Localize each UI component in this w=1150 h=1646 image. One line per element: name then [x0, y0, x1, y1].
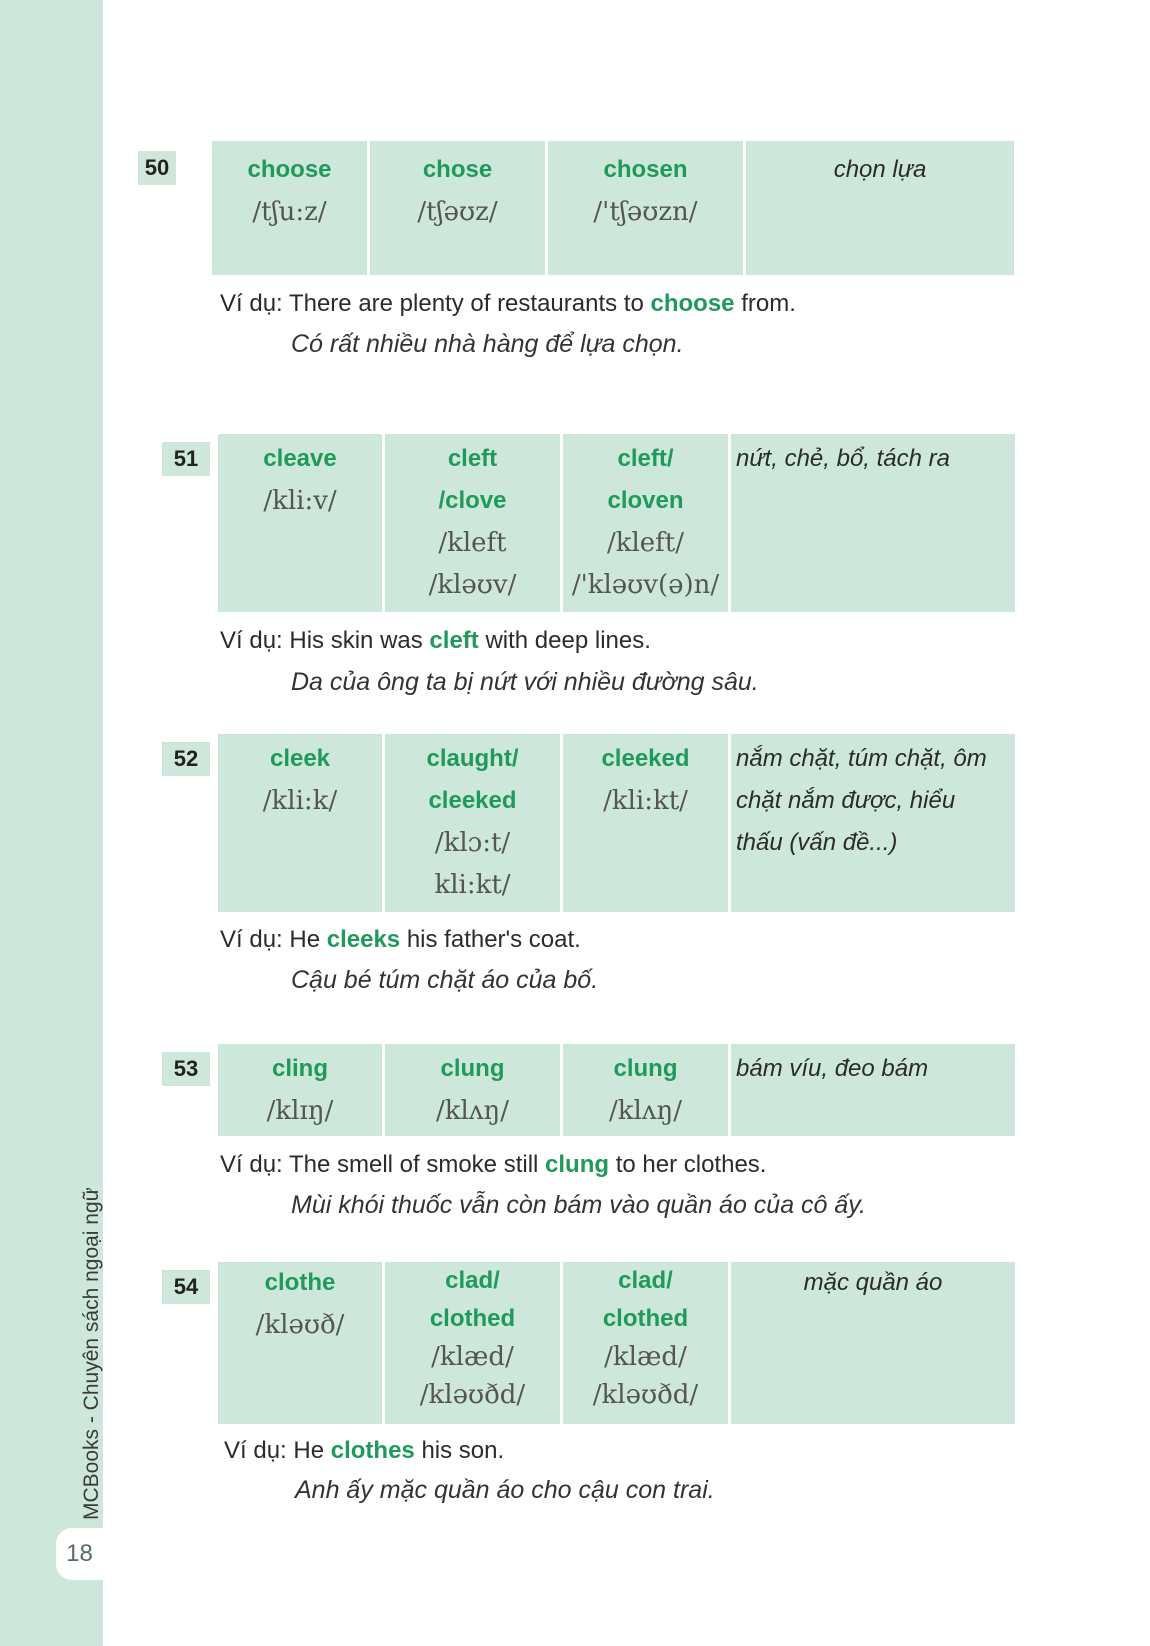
base-ipa: /klɪŋ/ — [266, 1096, 334, 1126]
example-after: with deep lines. — [485, 627, 651, 654]
base-word: cleave — [263, 445, 337, 472]
past-ipa-2: /kləʊðd/ — [419, 1380, 526, 1410]
past-word-1: clad/ — [445, 1267, 500, 1294]
past-word: clung — [440, 1055, 505, 1082]
past-form-cell — [385, 734, 560, 912]
meaning-cell — [731, 734, 1015, 912]
meaning-cell — [746, 141, 1014, 275]
past-word-2: /clove — [438, 487, 507, 514]
example-translation: Có rất nhiều nhà hàng để lựa chọn. — [291, 330, 684, 358]
base-form-cell — [218, 434, 382, 612]
base-word: clothe — [264, 1269, 336, 1296]
meaning-text: mặc quần áo — [803, 1269, 943, 1296]
base-ipa: /tʃu:z/ — [252, 197, 327, 227]
entry-number: 54 — [162, 1270, 210, 1304]
example-translation: Anh ấy mặc quần áo cho cậu con trai. — [295, 1476, 715, 1504]
base-word: cleek — [269, 745, 331, 772]
meaning-text: bám víu, đeo bám — [736, 1055, 929, 1082]
example-before: He — [289, 926, 321, 953]
past-form-cell — [385, 434, 560, 612]
past-ipa-2: /kləʊv/ — [428, 570, 517, 600]
pp-ipa: /kli:kt/ — [603, 786, 688, 816]
past-word-2: clothed — [429, 1305, 516, 1332]
pp-ipa: /'tʃəʊzn/ — [593, 197, 698, 227]
past-ipa: /klʌŋ/ — [435, 1096, 510, 1126]
example-after: his father's coat. — [406, 926, 581, 953]
example-after: to her clothes. — [615, 1151, 767, 1178]
meaning-line-2: chặt nắm được, hiểu — [736, 787, 956, 814]
example-sentence — [220, 926, 581, 954]
base-ipa: /kləʊð/ — [255, 1310, 345, 1340]
example-translation: Cậu bé túm chặt áo của bố. — [291, 966, 599, 994]
meaning-line-1: nắm chặt, túm chặt, ôm — [736, 745, 987, 772]
example-highlight: clung — [545, 1151, 610, 1178]
entry-number: 51 — [162, 442, 210, 476]
past-participle-cell — [563, 1262, 728, 1424]
pp-word-1: cleft/ — [617, 445, 674, 472]
past-form-cell — [385, 1262, 560, 1424]
entry-number: 52 — [162, 742, 210, 776]
page-number: 18 — [56, 1528, 103, 1580]
base-form-cell — [218, 734, 382, 912]
past-word-1: cleft — [447, 445, 498, 472]
meaning-cell — [731, 434, 1015, 612]
past-word: chose — [422, 156, 493, 183]
example-after: from. — [741, 290, 796, 317]
example-label: Ví dụ: — [224, 1437, 287, 1464]
pp-ipa-2: /'kləʊv(ə)n/ — [571, 570, 720, 600]
example-sentence — [220, 627, 651, 655]
pp-ipa-1: /klæd/ — [604, 1342, 687, 1372]
example-translation: Da của ông ta bị nứt với nhiều đường sâu. — [291, 668, 759, 696]
example-highlight: cleft — [429, 627, 479, 654]
pp-word-1: clad/ — [618, 1267, 673, 1294]
past-participle-cell — [563, 1044, 728, 1136]
example-label: Ví dụ: — [220, 627, 283, 654]
past-ipa-1: /klɔ:t/ — [434, 828, 511, 858]
base-ipa: /kli:k/ — [262, 786, 338, 816]
base-form-cell — [218, 1262, 382, 1424]
example-sentence — [220, 290, 796, 318]
past-ipa-1: /klæd/ — [431, 1342, 514, 1372]
past-participle-cell — [563, 734, 728, 912]
example-label: Ví dụ: — [220, 1151, 283, 1178]
base-form-cell — [218, 1044, 382, 1136]
example-before: His skin was — [289, 627, 423, 654]
pp-word-2: cloven — [607, 487, 684, 514]
base-word: choose — [247, 156, 332, 183]
pp-word: chosen — [603, 156, 688, 183]
entry-number: 53 — [162, 1052, 210, 1086]
past-word-1: claught/ — [426, 745, 519, 772]
example-sentence — [224, 1437, 504, 1465]
base-ipa: /kli:v/ — [263, 486, 337, 516]
example-before: He — [293, 1437, 325, 1464]
example-after: his son. — [421, 1437, 505, 1464]
past-participle-cell — [563, 434, 728, 612]
past-participle-cell — [548, 141, 743, 275]
past-form-cell — [385, 1044, 560, 1136]
meaning-text: chọn lựa — [833, 156, 927, 183]
base-form-cell — [212, 141, 367, 275]
example-label: Ví dụ: — [220, 290, 283, 317]
pp-word-2: clothed — [602, 1305, 689, 1332]
past-ipa-2: kli:kt/ — [434, 870, 511, 900]
entry-number: 50 — [138, 151, 176, 185]
past-ipa-1: /kleft — [438, 528, 507, 558]
meaning-text: nứt, chẻ, bổ, tách ra — [736, 445, 950, 472]
example-highlight: cleeks — [326, 926, 401, 953]
example-translation: Mùi khói thuốc vẫn còn bám vào quần áo của cô ấy. — [291, 1191, 866, 1219]
pp-ipa: /klʌŋ/ — [608, 1096, 683, 1126]
meaning-cell — [731, 1262, 1015, 1424]
past-word-2: cleeked — [428, 787, 517, 814]
example-sentence — [220, 1151, 766, 1179]
example-highlight: clothes — [330, 1437, 415, 1464]
example-label: Ví dụ: — [220, 926, 283, 953]
example-before: The smell of smoke still — [288, 1151, 539, 1178]
pp-word: cleeked — [601, 745, 690, 772]
example-highlight: choose — [650, 290, 735, 317]
pp-word: clung — [613, 1055, 678, 1082]
pp-ipa-2: /kləʊðd/ — [592, 1380, 699, 1410]
pp-ipa-1: /kleft/ — [606, 528, 685, 558]
past-ipa: /tʃəʊz/ — [417, 197, 498, 227]
meaning-cell — [731, 1044, 1015, 1136]
past-form-cell — [370, 141, 545, 275]
publisher-text: MCBooks - Chuyên sách ngoại ngữ — [80, 1187, 103, 1520]
meaning-line-3: thấu (vấn đề...) — [736, 829, 898, 856]
base-word: cling — [271, 1055, 328, 1082]
example-before: There are plenty of restaurants to — [288, 290, 644, 317]
